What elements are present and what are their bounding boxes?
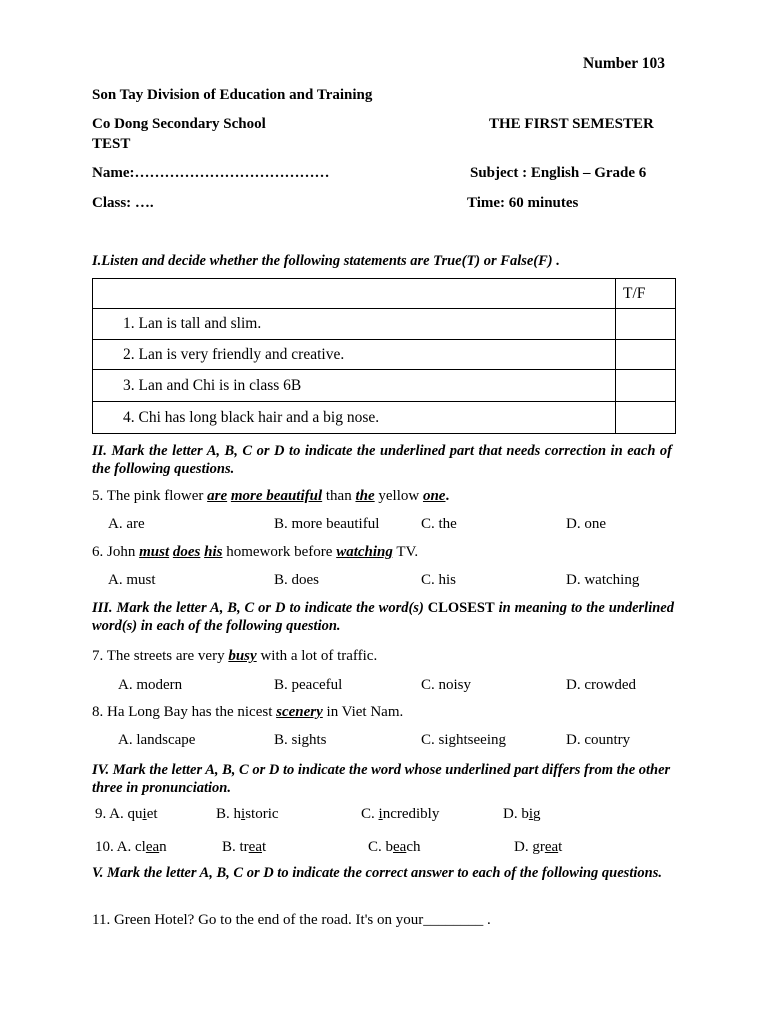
q9-d-underline: i (528, 806, 534, 822)
q10-option-b[interactable] (222, 839, 266, 856)
question-5 (92, 488, 449, 505)
q9-option-c[interactable] (361, 806, 439, 823)
q6-option-a[interactable]: A. must (108, 572, 156, 588)
statement-4: 4. Chi has long black hair and a big nose. (93, 402, 616, 434)
q10-d-pre: D. gr (514, 839, 545, 855)
q9-d-post: g (533, 806, 541, 822)
question-11: 11. Green Hotel? Go to the end of the road. It's on your________ . (92, 912, 491, 928)
q5-underline-a: are (207, 488, 228, 504)
q6-underline-c: his (204, 544, 223, 560)
table-row (93, 309, 676, 340)
test-number: Number 103 (583, 55, 665, 72)
q5-option-b[interactable]: B. more beautiful (274, 516, 380, 532)
q9-c-post: ncredibly (382, 806, 440, 822)
section-1-heading: I.Listen and decide whether the following statements are True(T) or False(F) . (92, 253, 560, 269)
tf-column-header: T/F (616, 279, 676, 309)
answer-cell-3[interactable] (616, 370, 676, 402)
section-5-heading: V. Mark the letter A, B, C or D to indicate the correct answer to each of the following questions. (92, 865, 662, 881)
true-false-table (92, 278, 676, 434)
q9-a-underline: i (142, 806, 147, 822)
statement-1: 1. Lan is tall and slim. (93, 309, 616, 340)
q6-text: homework before (222, 544, 337, 560)
q10-a-underline: ea (145, 839, 160, 855)
q9-b-pre: B. h (216, 806, 242, 822)
q7-option-d[interactable]: D. crowded (566, 677, 636, 693)
q6-underline-a: must (139, 544, 170, 560)
q5-end: . (445, 488, 450, 504)
q10-a-pre: cl (135, 839, 146, 855)
time-label: Time: 60 minutes (467, 195, 579, 211)
q5-underline-c: the (355, 488, 375, 504)
q9-a-post: et (146, 806, 158, 822)
closest-keyword: CLOSEST (427, 600, 495, 616)
answer-cell-2[interactable] (616, 340, 676, 370)
q10-d-post: t (558, 839, 563, 855)
section-4-heading: IV. Mark the letter A, B, C or D to indicate the word whose underlined part differs from the other three in pronunciation. (92, 762, 671, 796)
q9-b-post: storic (245, 806, 279, 822)
q8-option-a[interactable]: A. landscape (118, 732, 196, 748)
test-label: TEST (92, 136, 131, 152)
division-name: Son Tay Division of Education and Training (92, 87, 373, 103)
section-3-heading (92, 599, 674, 635)
q5-text: 5. The pink flower (92, 488, 208, 504)
semester-title: THE FIRST SEMESTER (489, 116, 654, 132)
q5-underline-d: one (422, 488, 446, 504)
q10-a-post: n (159, 839, 167, 855)
table-row (93, 340, 676, 370)
q7-option-c[interactable]: C. noisy (421, 677, 472, 693)
q10-option-c[interactable] (368, 839, 421, 856)
q9-d-pre: D. b (503, 806, 529, 822)
q10-c-underline: ea (393, 839, 407, 855)
q5-text: than (322, 488, 356, 504)
q5-option-a[interactable]: A. are (108, 516, 145, 532)
q10-option-a[interactable] (95, 839, 167, 856)
name-field: Name:………………………………… (92, 165, 330, 181)
question-7 (92, 648, 377, 665)
q7-end: with a lot of traffic. (256, 648, 378, 664)
q7-option-b[interactable]: B. peaceful (274, 677, 343, 693)
q10-b-post: t (262, 839, 267, 855)
question-6 (92, 544, 418, 561)
q6-option-d[interactable]: D. watching (566, 572, 640, 588)
table-row (93, 370, 676, 402)
q5-text: yellow (374, 488, 423, 504)
q10-d-underline: ea (544, 839, 559, 855)
q5-option-d[interactable]: D. one (566, 516, 606, 532)
q10-c-pre: C. b (368, 839, 394, 855)
q8-underline: scenery (276, 704, 323, 720)
q9-c-pre: C. (361, 806, 379, 822)
table-header-blank (93, 279, 616, 309)
q10-b-pre: B. tr (222, 839, 249, 855)
table-row (93, 402, 676, 434)
q10-option-d[interactable] (514, 839, 562, 856)
question-8 (92, 704, 403, 721)
q9-number: 9. A. (95, 806, 128, 822)
class-field: Class: …. (92, 195, 154, 211)
subject-label: Subject : English – Grade 6 (470, 165, 647, 181)
q6-underline-d: watching (336, 544, 393, 560)
statement-2: 2. Lan is very friendly and creative. (93, 340, 616, 370)
q8-option-d[interactable]: D. country (566, 732, 631, 748)
q10-number: 10. A. (95, 839, 136, 855)
q5-option-c[interactable]: C. the (421, 516, 457, 532)
q5-underline-b: more beautiful (230, 488, 323, 504)
q10-b-underline: ea (248, 839, 262, 855)
q7-option-a[interactable]: A. modern (118, 677, 183, 693)
statement-3: 3. Lan and Chi is in class 6B (93, 370, 616, 402)
q6-underline-b: does (172, 544, 201, 560)
q9-option-b[interactable] (216, 806, 279, 823)
q9-option-d[interactable] (503, 806, 541, 823)
q10-c-post: ch (406, 839, 421, 855)
q8-option-b[interactable]: B. sights (274, 732, 327, 748)
q7-text: 7. The streets are very (92, 648, 229, 664)
q8-end: in Viet Nam. (322, 704, 404, 720)
q9-a-pre: qu (127, 806, 143, 822)
q8-text: 8. Ha Long Bay has the nicest (92, 704, 277, 720)
answer-cell-4[interactable] (616, 402, 676, 434)
section-3-heading-part: in meaning to the underlined word(s) in each of the following question. (92, 600, 674, 634)
section-2-heading: II. Mark the letter A, B, C or D to indicate the underlined part that needs correction in each of the following questions. (92, 443, 672, 477)
q8-option-c[interactable]: C. sightseeing (421, 732, 506, 748)
answer-cell-1[interactable] (616, 309, 676, 340)
q7-underline: busy (228, 648, 257, 664)
q9-b-underline: i (241, 806, 246, 822)
q6-option-c[interactable]: C. his (421, 572, 457, 588)
section-3-heading-part: III. Mark the letter A, B, C or D to indicate the word(s) (92, 600, 428, 616)
q9-option-a[interactable] (95, 806, 158, 823)
q6-text: 6. John (92, 544, 140, 560)
q6-end: TV. (392, 544, 419, 560)
q6-option-b[interactable]: B. does (274, 572, 319, 588)
school-name: Co Dong Secondary School (92, 116, 266, 132)
q9-c-underline: i (378, 806, 383, 822)
